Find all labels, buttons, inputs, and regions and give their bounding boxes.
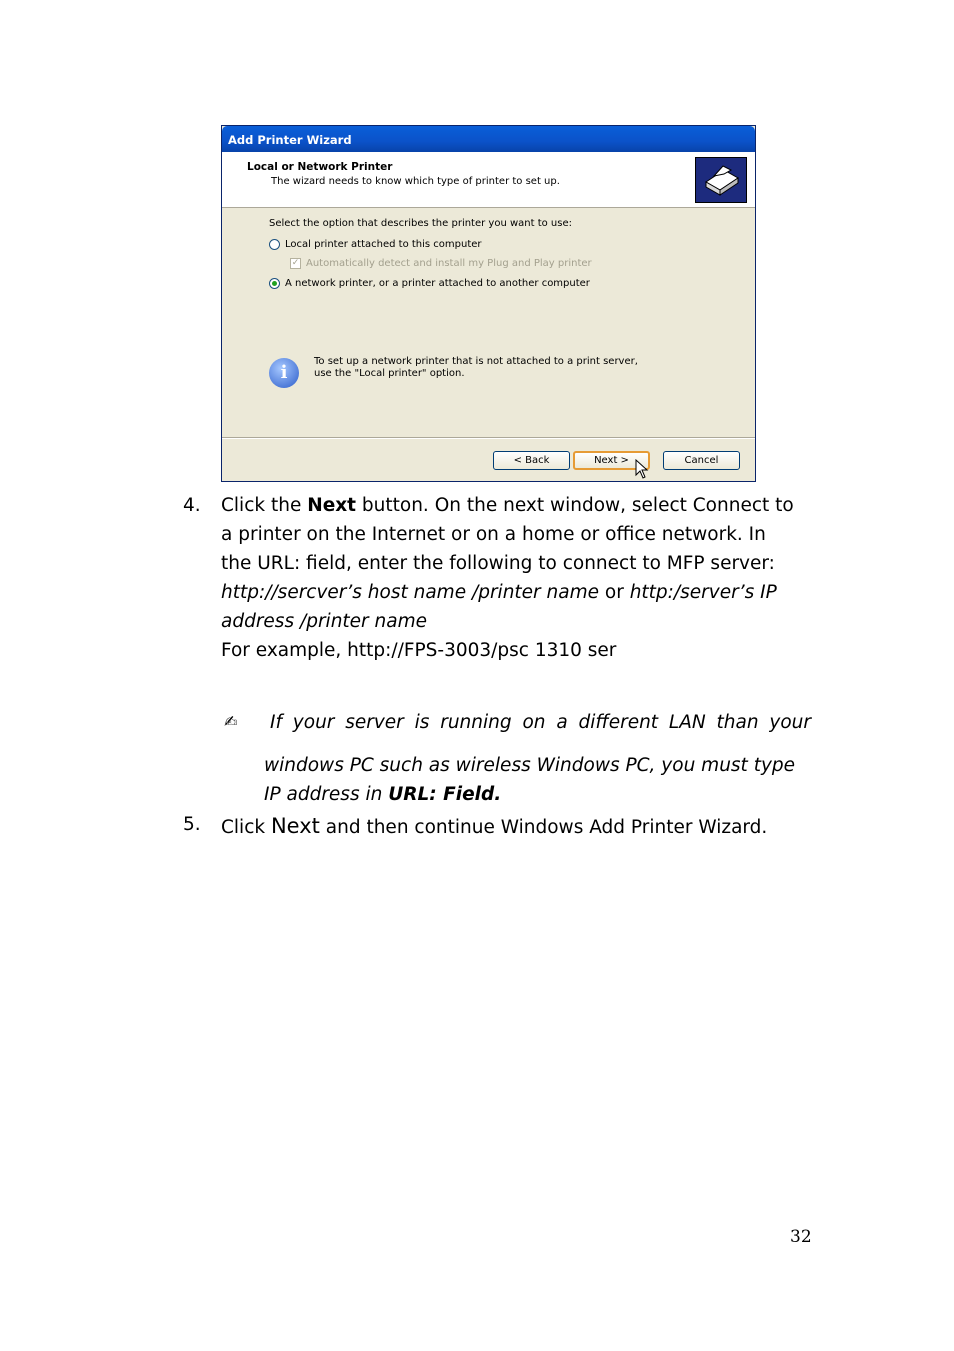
radio-local-printer[interactable] [269,239,280,250]
step4-line6: For example, http://FPS-3003/psc 1310 ser [221,640,617,661]
wizard-title-bar: Add Printer Wizard [222,126,755,152]
note-line2: windows PC such as wireless Windows PC, you must type [264,755,796,776]
mouse-cursor-icon [635,459,649,479]
checkbox-auto-detect: ✓ [291,258,300,268]
step4-line1 [221,495,794,516]
option-label: Local printer attached to this computer [285,239,482,250]
text: Click the [221,495,308,516]
cancel-button[interactable]: Cancel [663,451,740,470]
option-network-printer[interactable] [269,278,590,289]
wizard-separator [222,437,755,439]
wizard-header [222,152,755,208]
step4-line5: address /printer name [221,611,428,632]
step5-line [221,814,767,838]
wizard-header-title: Local or Network Printer [247,161,393,173]
text: IP address in [264,784,389,805]
info-line: use the "Local printer" option. [314,368,465,379]
wizard-body [222,208,755,438]
text: button. On the next window, select Connect to [356,495,794,516]
step4-line2: a printer on the Internet or on a home or office network. In [221,524,766,545]
option-label: A network printer, or a printer attached to another computer [285,278,590,289]
url-host-example: http://sercver’s host name /printer name [221,582,600,603]
option-prompt: Select the option that describes the printer you want to use: [269,218,573,229]
page-number: 32 [790,1227,812,1247]
step-number: 5. [183,814,201,835]
option-auto-detect [290,258,592,269]
next-button[interactable]: Next > [573,451,650,470]
text: Click [221,817,271,838]
option-local-printer[interactable] [269,239,482,250]
back-button[interactable]: < Back [493,451,570,470]
url-field-emphasis: URL: Field. [388,784,502,805]
radio-network-printer[interactable] [269,278,280,289]
step4-line3: the URL: field, enter the following to connect to MFP server: [221,553,775,574]
pencil-note-icon: ✍ [224,712,238,731]
next-emphasis: Next [270,814,320,838]
text: or [599,582,630,603]
info-icon: i [269,358,299,388]
text: and then continue Windows Add Printer Wizard. [319,817,768,838]
next-emphasis: Next [307,495,357,516]
printer-icon [695,157,747,203]
option-label: Automatically detect and install my Plug and Play printer [306,258,592,269]
note-line3 [264,784,501,805]
note-line1: If your server is running on a different LAN than your [270,712,811,733]
url-ip-example: http:/server’s IP [629,582,777,603]
wizard-header-subtitle: The wizard needs to know which type of printer to set up. [271,176,560,187]
step-number: 4. [183,495,201,516]
info-text [314,356,674,380]
info-line: To set up a network printer that is not attached to a print server, [314,356,638,367]
step4-line4 [221,582,777,603]
add-printer-wizard-screenshot [221,125,756,482]
